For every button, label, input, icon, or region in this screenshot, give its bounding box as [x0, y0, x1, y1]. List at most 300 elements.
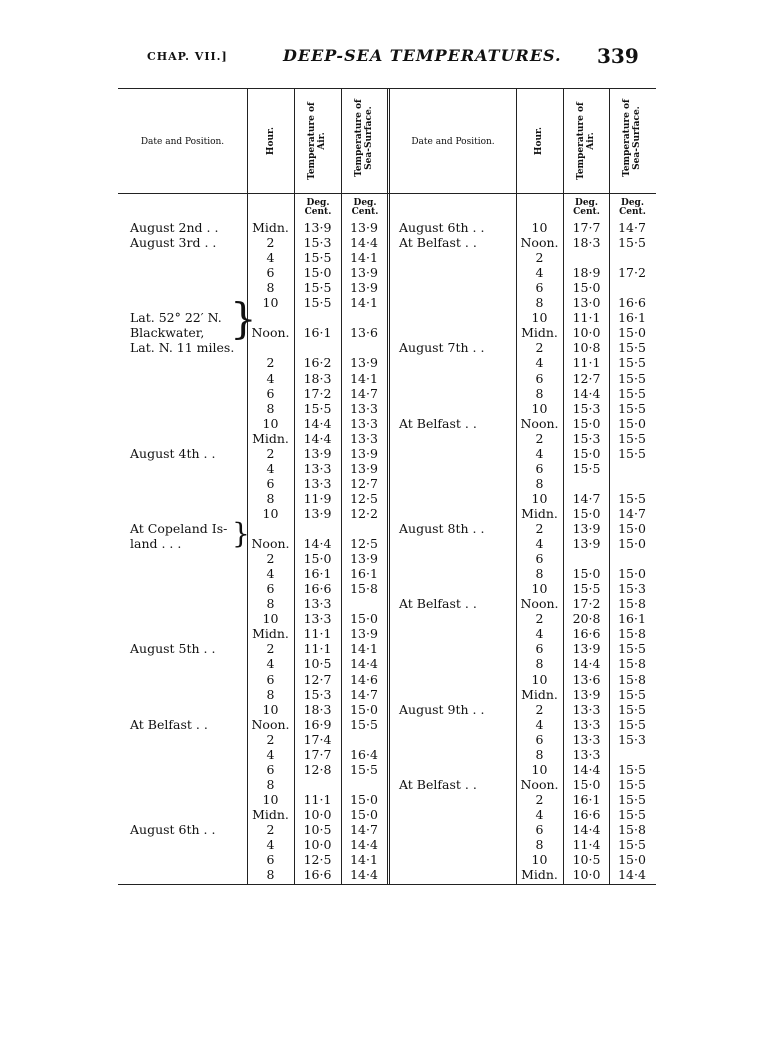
- sea-temp-cell: 13·9: [350, 445, 378, 461]
- air-temp-cell: 17·2: [303, 385, 332, 401]
- page-header: [0, 44, 776, 74]
- hour-cell: 4: [266, 837, 275, 853]
- air-temp-cell: 16·2: [303, 355, 332, 371]
- air-temp-cell: 11·1: [303, 626, 332, 642]
- air-temp-cell: 10·5: [303, 822, 332, 837]
- sea-temp-cell: 14·1: [350, 295, 378, 311]
- air-temp-cell: 17·7: [572, 220, 601, 235]
- sea-temp-cell: 15·0: [350, 611, 378, 627]
- air-temp-cell: 15·3: [572, 430, 601, 446]
- air-temp-cell: 12·7: [303, 671, 332, 687]
- hour-cell: 8: [266, 490, 275, 506]
- air-temp-cell: 18·3: [303, 370, 332, 386]
- table-bottom-rule: [118, 884, 656, 885]
- hour-cell: 2: [535, 611, 544, 627]
- hour-cell: 10: [531, 490, 548, 506]
- hour-cell: 4: [266, 656, 275, 672]
- table-row: [118, 867, 656, 882]
- table-row: [118, 280, 656, 295]
- air-temp-cell: 13·6: [572, 671, 601, 687]
- sea-temp-cell: 15·5: [618, 686, 646, 702]
- table-row: [118, 416, 656, 431]
- hour-cell: 8: [535, 746, 544, 762]
- hour-cell: 6: [266, 385, 275, 401]
- header-temp-sea-left: Temperature of Sea-Surface.: [354, 99, 374, 177]
- air-temp-cell: 18·3: [303, 701, 332, 717]
- air-temp-cell: 14·4: [303, 415, 332, 431]
- sea-temp-cell: 15·0: [618, 536, 646, 552]
- sea-temp-cell: 14·1: [350, 852, 378, 868]
- sea-temp-cell: 15·8: [618, 822, 646, 837]
- air-temp-cell: 16·6: [572, 806, 601, 822]
- table-row: [118, 702, 656, 717]
- sea-temp-cell: 13·9: [350, 626, 378, 642]
- hour-cell: Midn.: [521, 505, 558, 521]
- hour-cell: 10: [531, 761, 548, 777]
- table-row: [118, 310, 656, 325]
- air-temp-cell: 18·9: [572, 265, 601, 281]
- hour-cell: 8: [535, 295, 544, 311]
- air-temp-cell: 11·1: [303, 641, 332, 657]
- air-temp-cell: 15·5: [303, 280, 332, 296]
- sea-temp-cell: 14·4: [350, 837, 378, 853]
- air-temp-cell: 14·4: [572, 822, 601, 837]
- hour-cell: 4: [535, 806, 544, 822]
- hour-cell: 2: [535, 430, 544, 446]
- air-temp-cell: 14·4: [572, 656, 601, 672]
- hour-cell: 2: [266, 355, 275, 371]
- hour-cell: 10: [531, 220, 548, 235]
- air-temp-cell: 15·0: [303, 265, 332, 281]
- hour-cell: Midn.: [521, 686, 558, 702]
- position-label: Lat. N. 11 miles.: [130, 340, 235, 356]
- position-label: August 9th . .: [399, 701, 485, 717]
- hour-cell: 2: [535, 250, 544, 266]
- sea-temp-cell: 15·8: [618, 596, 646, 612]
- air-temp-cell: 10·5: [572, 852, 601, 868]
- air-temp-cell: 15·5: [303, 400, 332, 416]
- air-temp-cell: 16·1: [303, 566, 332, 582]
- air-temp-cell: 15·5: [303, 295, 332, 311]
- air-temp-cell: 15·0: [572, 566, 601, 582]
- table-row: [118, 491, 656, 506]
- sea-temp-cell: 12·2: [350, 505, 378, 521]
- hour-cell: Midn.: [252, 806, 289, 822]
- air-temp-cell: 15·0: [572, 415, 601, 431]
- hour-cell: 8: [535, 385, 544, 401]
- hour-cell: Noon.: [251, 325, 290, 341]
- air-temp-cell: 17·4: [303, 731, 332, 747]
- air-temp-cell: 13·3: [303, 596, 332, 612]
- hour-cell: 2: [266, 822, 275, 837]
- table-row: [118, 596, 656, 611]
- hour-cell: 6: [535, 370, 544, 386]
- sea-temp-cell: 17·2: [618, 265, 646, 281]
- hour-cell: 2: [266, 551, 275, 567]
- sea-temp-cell: 13·9: [350, 220, 378, 235]
- hour-cell: 2: [535, 791, 544, 807]
- hour-cell: 8: [266, 596, 275, 612]
- table-row: [118, 371, 656, 386]
- hour-cell: 8: [535, 566, 544, 582]
- table-row: [118, 656, 656, 671]
- hour-cell: 4: [266, 250, 275, 266]
- sea-temp-cell: 14·1: [350, 370, 378, 386]
- hour-cell: Noon.: [251, 536, 290, 552]
- hour-cell: 4: [535, 716, 544, 732]
- hour-cell: 10: [262, 415, 279, 431]
- sea-temp-cell: 14·4: [350, 867, 378, 883]
- hour-cell: 10: [531, 400, 548, 416]
- table-row: [118, 717, 656, 732]
- table-row: [118, 852, 656, 867]
- hour-cell: 6: [535, 641, 544, 657]
- sea-temp-cell: 15·5: [618, 837, 646, 853]
- sea-temp-cell: 12·7: [350, 475, 378, 491]
- sea-temp-cell: 16·1: [350, 566, 378, 582]
- air-temp-cell: 15·5: [572, 460, 601, 476]
- sea-temp-cell: 14·7: [618, 505, 646, 521]
- sea-temp-cell: 13·6: [350, 325, 378, 341]
- hour-cell: 10: [262, 505, 279, 521]
- air-temp-cell: 15·3: [572, 400, 601, 416]
- position-label: At Belfast . .: [399, 235, 477, 251]
- position-label: August 4th . .: [130, 445, 216, 461]
- table-row: [118, 747, 656, 762]
- header-date-position-right: Date and Position.: [411, 137, 495, 147]
- air-temp-cell: 15·5: [572, 581, 601, 597]
- air-temp-cell: 10·5: [303, 656, 332, 672]
- hour-cell: 4: [535, 536, 544, 552]
- sea-temp-cell: 16·4: [350, 746, 378, 762]
- hour-cell: 2: [266, 731, 275, 747]
- sea-temp-cell: 15·0: [618, 566, 646, 582]
- hour-cell: 4: [535, 265, 544, 281]
- table-row: [118, 672, 656, 687]
- air-temp-cell: 10·0: [303, 806, 332, 822]
- sea-temp-cell: 15·0: [350, 701, 378, 717]
- temperature-table: [118, 88, 656, 884]
- sea-temp-cell: 15·5: [350, 716, 378, 732]
- air-temp-cell: 16·6: [303, 581, 332, 597]
- hour-cell: 2: [266, 445, 275, 461]
- sea-temp-cell: 12·5: [350, 536, 378, 552]
- hour-cell: 6: [266, 265, 275, 281]
- hour-cell: 6: [266, 852, 275, 868]
- air-temp-cell: 14·4: [303, 536, 332, 552]
- hour-cell: Noon.: [520, 415, 559, 431]
- sea-temp-cell: 14·6: [350, 671, 378, 687]
- air-temp-cell: 10·0: [303, 837, 332, 853]
- sea-temp-cell: 15·3: [618, 581, 646, 597]
- hour-cell: Noon.: [251, 716, 290, 732]
- table-row: [118, 732, 656, 747]
- sea-temp-cell: 16·6: [618, 295, 646, 311]
- hour-cell: 4: [535, 626, 544, 642]
- air-temp-cell: 14·7: [572, 490, 601, 506]
- sea-temp-cell: 15·5: [618, 430, 646, 446]
- page-number: 339: [597, 44, 639, 68]
- sea-temp-cell: 15·5: [618, 340, 646, 356]
- table-row: [118, 295, 656, 310]
- hour-cell: 10: [262, 611, 279, 627]
- hour-cell: 8: [266, 280, 275, 296]
- hour-cell: 8: [535, 475, 544, 491]
- air-temp-cell: 10·0: [572, 867, 601, 883]
- air-temp-cell: 13·9: [572, 521, 601, 536]
- table-row: [118, 807, 656, 822]
- unit-sea-left: Deg. Cent.: [351, 198, 379, 217]
- table-row: [118, 581, 656, 596]
- table-row: [118, 235, 656, 250]
- hour-cell: 8: [266, 686, 275, 702]
- air-temp-cell: 13·9: [572, 686, 601, 702]
- position-label: Blackwater,: [130, 325, 205, 341]
- hour-cell: 8: [266, 776, 275, 792]
- sea-temp-cell: 13·9: [350, 265, 378, 281]
- air-temp-cell: 11·4: [572, 837, 601, 853]
- brace-glyph: }: [232, 517, 250, 550]
- hour-cell: Noon.: [520, 776, 559, 792]
- sea-temp-cell: 15·5: [618, 716, 646, 732]
- table-row: [118, 220, 656, 235]
- hour-cell: 10: [262, 791, 279, 807]
- sea-temp-cell: 15·5: [618, 400, 646, 416]
- sea-temp-cell: 15·5: [618, 355, 646, 371]
- sea-temp-cell: 15·0: [618, 852, 646, 868]
- position-label: At Belfast . .: [399, 596, 477, 612]
- table-row: [118, 355, 656, 370]
- hour-cell: 2: [535, 521, 544, 536]
- air-temp-cell: 15·0: [572, 280, 601, 296]
- hour-cell: 6: [535, 822, 544, 837]
- air-temp-cell: 13·0: [572, 295, 601, 311]
- hour-cell: 6: [266, 581, 275, 597]
- air-temp-cell: 15·3: [303, 686, 332, 702]
- air-temp-cell: 14·4: [572, 385, 601, 401]
- table-row: [118, 536, 656, 551]
- table-row: [118, 386, 656, 401]
- table-row: [118, 687, 656, 702]
- hour-cell: 10: [262, 701, 279, 717]
- table-row: [118, 762, 656, 777]
- air-temp-cell: 16·6: [303, 867, 332, 883]
- sea-temp-cell: 15·0: [350, 806, 378, 822]
- hour-cell: 6: [535, 280, 544, 296]
- sea-temp-cell: 15·5: [618, 791, 646, 807]
- sea-temp-cell: 15·5: [350, 761, 378, 777]
- air-temp-cell: 13·3: [572, 746, 601, 762]
- hour-cell: 10: [531, 852, 548, 868]
- table-row: [118, 611, 656, 626]
- sea-temp-cell: 14·7: [618, 220, 646, 235]
- air-temp-cell: 12·5: [303, 852, 332, 868]
- air-temp-cell: 15·0: [303, 551, 332, 567]
- sea-temp-cell: 15·5: [618, 370, 646, 386]
- sea-temp-cell: 13·9: [350, 280, 378, 296]
- air-temp-cell: 15·0: [572, 505, 601, 521]
- unit-air-left: Deg. Cent.: [304, 198, 332, 217]
- sea-temp-cell: 15·5: [618, 776, 646, 792]
- sea-temp-cell: 16·1: [618, 310, 646, 326]
- hour-cell: 6: [535, 551, 544, 567]
- air-temp-cell: 11·1: [572, 355, 601, 371]
- table-row: [118, 641, 656, 656]
- air-temp-cell: 13·9: [572, 641, 601, 657]
- page-title: DEEP-SEA TEMPERATURES.: [283, 46, 562, 65]
- table-row: [118, 551, 656, 566]
- brace-glyph: }: [230, 294, 257, 343]
- sea-temp-cell: 15·5: [618, 235, 646, 251]
- header-hour-right: Hour.: [534, 126, 544, 156]
- table-row: [118, 777, 656, 792]
- air-temp-cell: 15·0: [572, 445, 601, 461]
- sea-temp-cell: 15·8: [350, 581, 378, 597]
- hour-cell: 2: [266, 235, 275, 251]
- sea-temp-cell: 14·7: [350, 822, 378, 837]
- air-temp-cell: 10·8: [572, 340, 601, 356]
- sea-temp-cell: 14·7: [350, 686, 378, 702]
- table-row: [118, 250, 656, 265]
- table-row: [118, 566, 656, 581]
- hour-cell: 6: [266, 475, 275, 491]
- air-temp-cell: 13·3: [303, 611, 332, 627]
- hour-cell: 6: [535, 731, 544, 747]
- sea-temp-cell: 15·0: [618, 521, 646, 536]
- hour-cell: Noon.: [520, 235, 559, 251]
- table-row: [118, 446, 656, 461]
- air-temp-cell: 16·1: [572, 791, 601, 807]
- hour-cell: 6: [266, 671, 275, 687]
- air-temp-cell: 17·7: [303, 746, 332, 762]
- table-row: [118, 822, 656, 837]
- header-date-position-left: Date and Position.: [140, 137, 225, 147]
- air-temp-cell: 15·3: [303, 235, 332, 251]
- air-temp-cell: 13·3: [572, 716, 601, 732]
- sea-temp-cell: 16·1: [618, 611, 646, 627]
- sea-temp-cell: 15·5: [618, 490, 646, 506]
- sea-temp-cell: 15·5: [618, 445, 646, 461]
- air-temp-cell: 13·9: [303, 445, 332, 461]
- sea-temp-cell: 14·4: [350, 235, 378, 251]
- position-label: August 5th . .: [130, 641, 216, 657]
- air-temp-cell: 17·2: [572, 596, 601, 612]
- air-temp-cell: 11·1: [303, 791, 332, 807]
- unit-air-right: Deg. Cent.: [573, 198, 600, 217]
- sea-temp-cell: 15·8: [618, 626, 646, 642]
- sea-temp-cell: 13·9: [350, 355, 378, 371]
- air-temp-cell: 12·7: [572, 370, 601, 386]
- sea-temp-cell: 13·3: [350, 400, 378, 416]
- hour-cell: 4: [266, 746, 275, 762]
- air-temp-cell: 11·9: [303, 490, 332, 506]
- sea-temp-cell: 14·7: [350, 385, 378, 401]
- air-temp-cell: 13·3: [572, 701, 601, 717]
- table-row: [118, 506, 656, 521]
- position-label: At Belfast . .: [399, 415, 477, 431]
- table-row: [118, 837, 656, 852]
- hour-cell: 2: [535, 340, 544, 356]
- hour-cell: Midn.: [252, 220, 289, 235]
- air-temp-cell: 16·9: [303, 716, 332, 732]
- sea-temp-cell: 13·9: [350, 551, 378, 567]
- air-temp-cell: 14·4: [572, 761, 601, 777]
- sea-temp-cell: 15·5: [618, 761, 646, 777]
- table-row: [118, 626, 656, 641]
- sea-temp-cell: 13·3: [350, 415, 378, 431]
- hour-cell: 10: [531, 671, 548, 687]
- air-temp-cell: 12·8: [303, 761, 332, 777]
- hour-cell: 10: [262, 295, 279, 311]
- air-temp-cell: 20·8: [572, 611, 601, 627]
- air-temp-cell: 14·4: [303, 430, 332, 446]
- position-label: At Belfast . .: [130, 716, 208, 732]
- air-temp-cell: 13·3: [572, 731, 601, 747]
- hour-cell: 8: [266, 867, 275, 883]
- hour-cell: 4: [535, 355, 544, 371]
- sea-temp-cell: 15·5: [618, 385, 646, 401]
- position-label: land . . .: [130, 536, 182, 552]
- sea-temp-cell: 14·4: [350, 656, 378, 672]
- air-temp-cell: 11·1: [572, 310, 601, 326]
- hour-cell: 8: [535, 837, 544, 853]
- sea-temp-cell: 15·0: [350, 791, 378, 807]
- position-label: August 8th . .: [399, 521, 485, 536]
- air-temp-cell: 13·9: [303, 505, 332, 521]
- hour-cell: 2: [535, 701, 544, 717]
- hour-cell: 10: [531, 581, 548, 597]
- sea-temp-cell: 13·9: [350, 460, 378, 476]
- hour-cell: Midn.: [521, 325, 558, 341]
- air-temp-cell: 16·6: [572, 626, 601, 642]
- hour-cell: Noon.: [520, 596, 559, 612]
- header-temp-air-right: Temperature of Air.: [576, 102, 596, 180]
- sea-temp-cell: 15·0: [618, 415, 646, 431]
- sea-temp-cell: 14·1: [350, 641, 378, 657]
- hour-cell: 4: [266, 566, 275, 582]
- hour-cell: 2: [266, 641, 275, 657]
- hour-cell: Midn.: [521, 867, 558, 883]
- position-label: August 6th . .: [130, 822, 216, 837]
- table-row: [118, 521, 656, 536]
- hour-cell: 6: [535, 460, 544, 476]
- table-row: [118, 265, 656, 280]
- header-hour-left: Hour.: [266, 126, 276, 156]
- air-temp-cell: 15·5: [303, 250, 332, 266]
- table-row: [118, 461, 656, 476]
- unit-sea-right: Deg. Cent.: [619, 198, 646, 217]
- sea-temp-cell: 15·8: [618, 656, 646, 672]
- sea-temp-cell: 14·1: [350, 250, 378, 266]
- position-label: August 2nd . .: [130, 220, 219, 235]
- hour-cell: 6: [266, 761, 275, 777]
- sea-temp-cell: 13·3: [350, 430, 378, 446]
- hour-cell: 4: [535, 445, 544, 461]
- air-temp-cell: 13·3: [303, 475, 332, 491]
- air-temp-cell: 13·3: [303, 460, 332, 476]
- header-temp-sea-right: Temperature of Sea-Surface.: [622, 99, 642, 177]
- position-label: At Belfast . .: [399, 776, 477, 792]
- position-label: Lat. 52° 22′ N.: [130, 310, 222, 326]
- hour-cell: Midn.: [252, 626, 289, 642]
- hour-cell: 4: [266, 460, 275, 476]
- sea-temp-cell: 14·4: [618, 867, 646, 883]
- air-temp-cell: 13·9: [572, 536, 601, 552]
- table-row: [118, 340, 656, 355]
- position-label: August 7th . .: [399, 340, 485, 356]
- position-label: August 6th . .: [399, 220, 485, 235]
- position-label: August 3rd . .: [130, 235, 217, 251]
